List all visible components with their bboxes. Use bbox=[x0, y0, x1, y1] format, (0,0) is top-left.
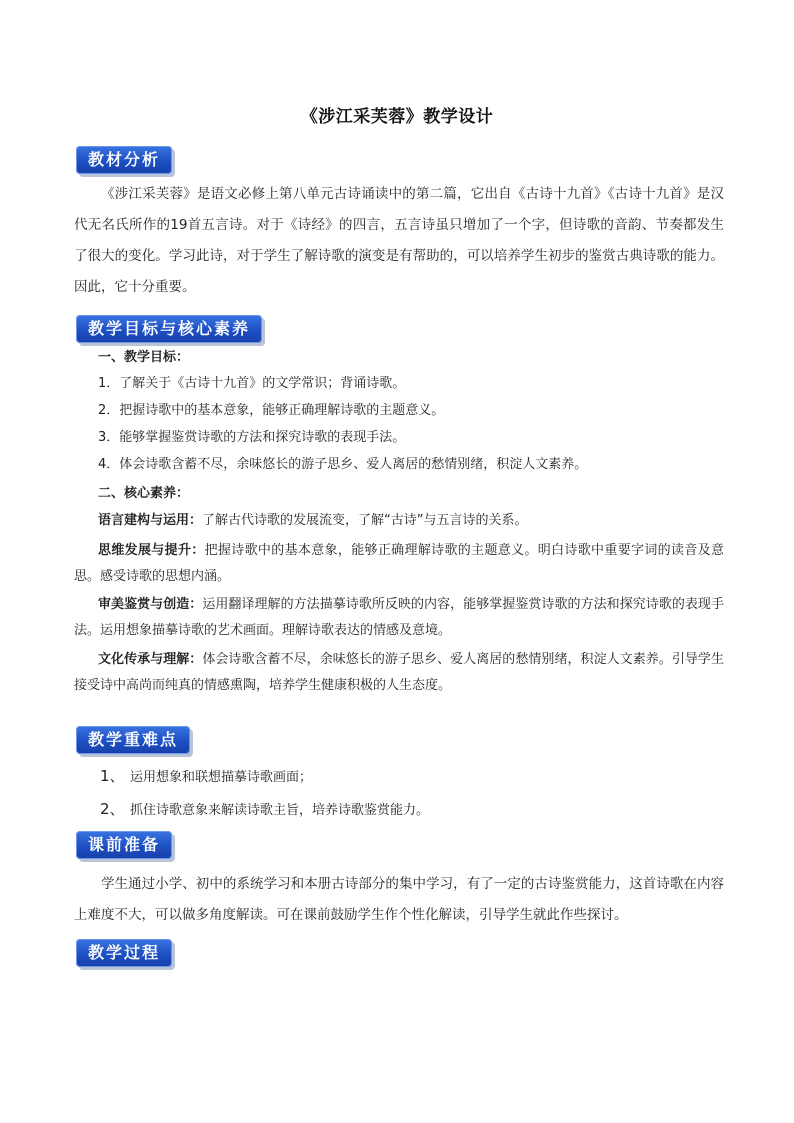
literacy-text: 了解古代诗歌的发展流变，了解“古诗”与五言诗的关系。 bbox=[202, 513, 528, 528]
literacy-item bbox=[74, 647, 724, 699]
literacy-label: 审美鉴赏与创造： bbox=[98, 597, 203, 612]
materials-paragraph: 《涉江采芙蓉》是语文必修上第八单元古诗诵读中的第二篇，它出自《古诗十九首》《古诗十九首》是汉代无名氏所作的19首五言诗。对于《诗经》的四言，五言诗虽只增加了一个字，但诗歌的音韵、节奏都发生了很大的变化。学习此诗，对于学生了解诗歌的演变是有帮助的，可以培养学生初步的鉴赏古典诗歌的能力。因此，它十分重要。 bbox=[74, 186, 724, 295]
literacy-label: 文化传承与理解： bbox=[98, 652, 203, 667]
key-point-number: 1、 bbox=[100, 767, 125, 785]
key-point-number: 2、 bbox=[100, 800, 125, 818]
literacy-text: 体会诗歌含蓄不尽，余味悠长的游子思乡、爱人离居的愁情别绪，积淀人文素养。引导学生接受诗中高尚而纯真的情感熏陶，培养学生健康积极的人生态度。 bbox=[74, 652, 724, 693]
key-point-item bbox=[100, 763, 312, 791]
section-heading-process: 教学过程 bbox=[76, 939, 172, 967]
preparation-paragraph: 学生通过小学、初中的系统学习和本册古诗部分的集中学习，有了一定的古诗鉴赏能力，这首诗歌在内容上难度不大，可以做多角度解读。可在课前鼓励学生作个性化解读，引导学生就此作些探讨。 bbox=[74, 876, 724, 923]
literacy-label: 语言建构与运用： bbox=[98, 513, 203, 528]
literacy-item bbox=[74, 592, 724, 644]
goal-item: 2．把握诗歌中的基本意象，能够正确理解诗歌的主题意义。 bbox=[98, 403, 445, 418]
goal-item: 1．了解关于《古诗十九首》的文学常识；背诵诗歌。 bbox=[98, 376, 406, 391]
key-point-text: 抓住诗歌意象来解读诗歌主旨，培养诗歌鉴赏能力。 bbox=[130, 803, 430, 818]
key-point-item bbox=[100, 796, 429, 824]
goal-item: 3．能够掌握鉴赏诗歌的方法和探究诗歌的表现手法。 bbox=[98, 430, 406, 445]
section-heading-key-points: 教学重难点 bbox=[76, 726, 190, 754]
section-heading-materials: 教材分析 bbox=[76, 146, 172, 174]
section-heading-goals: 教学目标与核心素养 bbox=[76, 315, 262, 343]
literacy-text: 运用翻译理解的方法描摹诗歌所反映的内容，能够掌握鉴赏诗歌的方法和探究诗歌的表现手法。运用想象描摹诗歌的艺术画面。理解诗歌表达的情感及意境。 bbox=[74, 597, 724, 638]
section-heading-preparation: 课前准备 bbox=[76, 831, 172, 859]
literacy-subheading: 二、核心素养： bbox=[98, 486, 190, 501]
literacy-label: 思维发展与提升： bbox=[98, 543, 205, 558]
key-point-text: 运用想象和联想描摹诗歌画面； bbox=[130, 770, 313, 785]
literacy-item bbox=[74, 538, 724, 590]
goal-item: 4．体会诗歌含蓄不尽，余味悠长的游子思乡、爱人离居的愁情别绪，积淀人文素养。 bbox=[98, 457, 588, 472]
literacy-text: 把握诗歌中的基本意象，能够正确理解诗歌的主题意义。明白诗歌中重要字词的读音及意思。感受诗歌的思想内涵。 bbox=[74, 543, 724, 584]
goals-subheading: 一、教学目标： bbox=[98, 350, 190, 365]
document-title: 《涉江采芙蓉》教学设计 bbox=[300, 107, 494, 127]
literacy-item bbox=[74, 508, 724, 534]
